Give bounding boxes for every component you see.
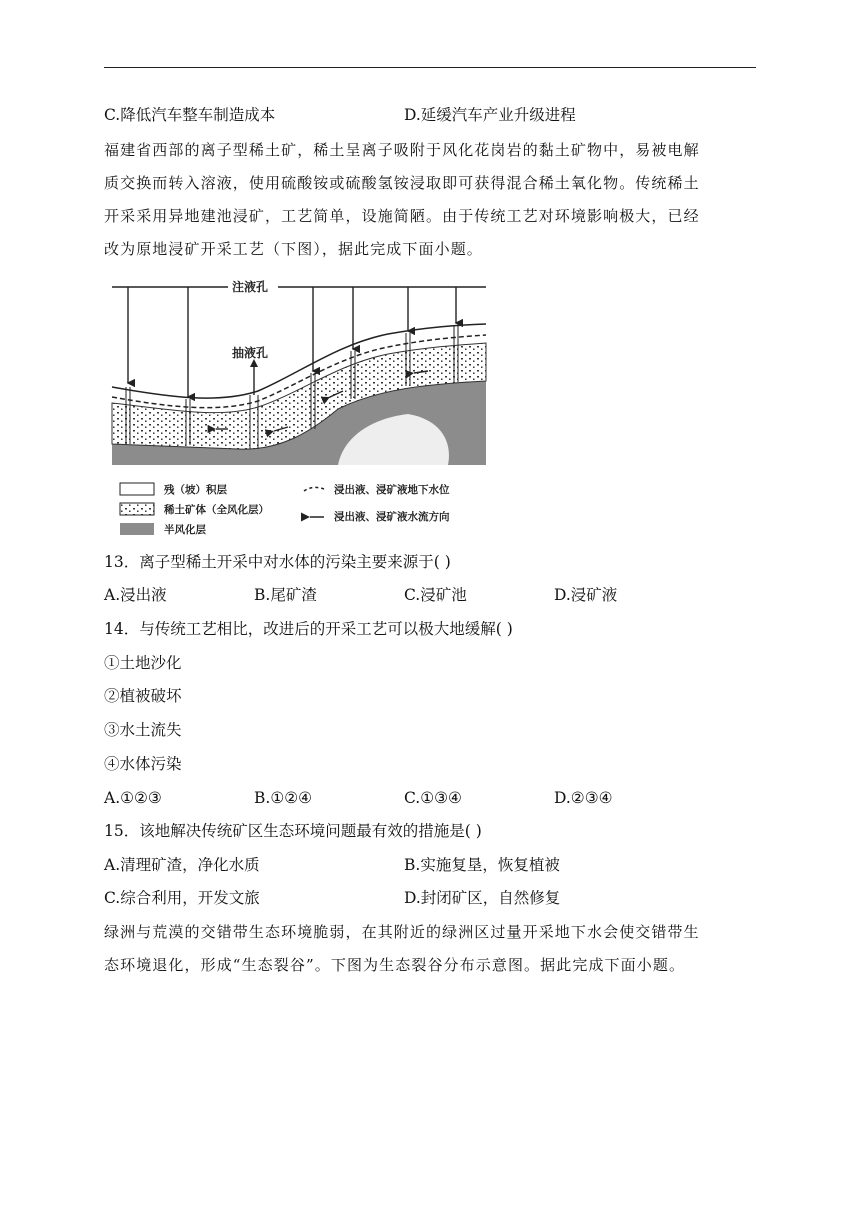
legend [120, 483, 450, 536]
injection-hole-label: 注液孔 [232, 280, 269, 294]
q12-option-d[interactable]: D.延缓汽车产业升级进程 [404, 106, 576, 124]
q14-option-c[interactable]: C.①③④ [404, 789, 462, 807]
q12-option-c[interactable]: C.降低汽车整车制造成本 [104, 106, 276, 124]
passage2-line-1: 绿洲与荒漠的交错带生态环境脆弱，在其附近的绿洲区过量开采地下水会使交错带生 [104, 923, 700, 941]
in-situ-leaching-diagram [108, 279, 488, 539]
q14-item-4: ④水体污染 [104, 755, 182, 773]
q14-item-2: ②植被破坏 [104, 687, 182, 705]
legend-ore-label: 稀土矿体（全风化层） [164, 504, 269, 516]
extraction-hole-label: 抽液孔 [232, 346, 269, 360]
q14-option-b[interactable]: B.①②④ [254, 789, 313, 807]
q14-option-d[interactable]: D.②③④ [554, 789, 613, 807]
q14-stem: 14．与传统工艺相比，改进后的开采工艺可以极大地缓解( ) [104, 620, 513, 638]
q14-item-3: ③水土流失 [104, 721, 182, 739]
q14-item-1: ①土地沙化 [104, 654, 182, 672]
q15-stem: 15．该地解决传统矿区生态环境问题最有效的措施是( ) [104, 822, 482, 840]
passage1-line-2: 质交换而转入溶液，使用硫酸铵或硫酸氢铵浸取即可获得混合稀土氧化物。传统稀土 [104, 174, 700, 192]
legend-residual-label: 残（坡）积层 [164, 484, 227, 496]
q13-option-d[interactable]: D.浸矿液 [554, 586, 618, 604]
legend-water-table-label: 浸出液、浸矿液地下水位 [334, 484, 450, 496]
passage1-line-4: 改为原地浸矿开采工艺（下图），据此完成下面小题。 [104, 240, 483, 258]
legend-semi-label: 半风化层 [164, 524, 206, 536]
q15-option-b[interactable]: B.实施复垦，恢复植被 [404, 856, 560, 874]
header-rule [104, 67, 756, 68]
q14-option-a[interactable]: A.①②③ [104, 789, 162, 807]
q13-option-c[interactable]: C.浸矿池 [404, 586, 467, 604]
q15-option-a[interactable]: A.清理矿渣，净化水质 [104, 856, 260, 874]
passage1-line-1: 福建省西部的离子型稀土矿，稀土呈离子吸附于风化花岗岩的黏土矿物中，易被电解 [104, 141, 700, 159]
q13-stem: 13．离子型稀土开采中对水体的污染主要来源于( ) [104, 553, 451, 571]
q13-option-a[interactable]: A.浸出液 [104, 586, 167, 604]
legend-flow-label: 浸出液、浸矿液水流方向 [334, 511, 450, 523]
q15-option-d[interactable]: D.封闭矿区，自然修复 [404, 889, 561, 907]
passage1-line-3: 开采采用异地建池浸矿，工艺简单，设施简陋。由于传统工艺对环境影响极大，已经 [104, 207, 700, 225]
q15-option-c[interactable]: C.综合利用，开发文旅 [104, 889, 260, 907]
passage2-line-2: 态环境退化，形成“生态裂谷”。下图为生态裂谷分布示意图。据此完成下面小题。 [104, 956, 686, 974]
q13-option-b[interactable]: B.尾矿渣 [254, 586, 317, 604]
